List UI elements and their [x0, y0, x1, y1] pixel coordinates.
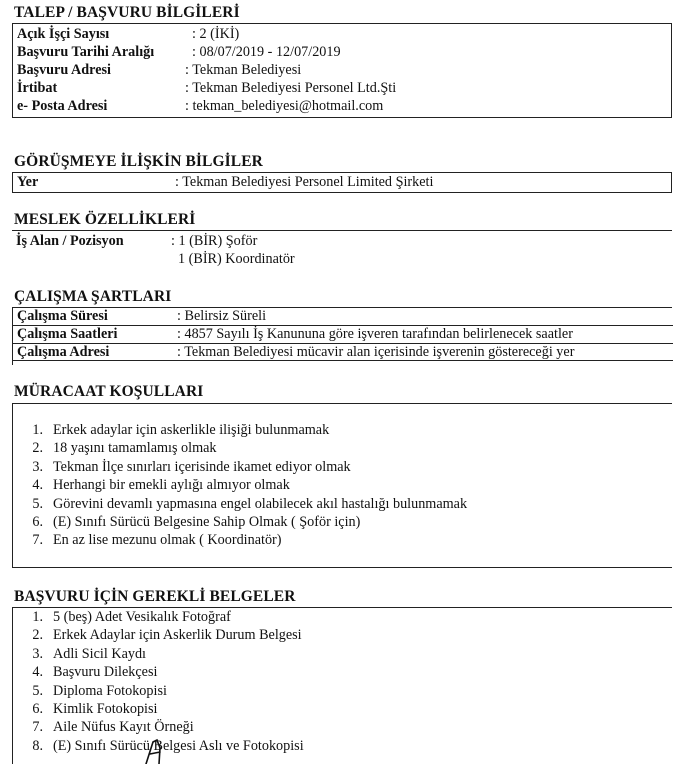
field-value: : Tekman Belediyesi [185, 62, 302, 78]
muracaat-box [12, 403, 672, 568]
field-value: : 4857 Sayılı İş Kanununa göre işveren tarafından belirlenecek saatler [177, 326, 573, 342]
field-label: Açık İşçi Sayısı [17, 26, 110, 42]
handwritten-mark [140, 738, 170, 764]
calisma-box [12, 307, 672, 365]
field-label: Çalışma Süresi [17, 308, 108, 324]
field-label: Yer [17, 174, 39, 190]
belgeler-box [12, 607, 672, 764]
field-value: : Tekman Belediyesi mücavir alan içerisinde işverenin göstereceği yer [177, 344, 575, 360]
field-value: : Tekman Belediyesi Personel Ltd.Şti [185, 80, 397, 96]
list-item: 4. Başvuru Dilekçesi [32, 664, 158, 680]
field-label: Başvuru Adresi [17, 62, 111, 78]
section-title-meslek: MESLEK ÖZELLİKLERİ [14, 211, 196, 228]
list-item: 8. (E) Sınıfı Sürücü Belgesi Aslı ve Fotokopisi [32, 738, 304, 754]
section-title-muracaat: MÜRACAAT KOŞULLARI [14, 383, 204, 400]
field-value: : Tekman Belediyesi Personel Limited Şirketi [175, 174, 434, 190]
field-label: Çalışma Adresi [17, 344, 110, 360]
list-item: 5. Görevini devamlı yapmasına engel olabilecek akıl hastalığı bulunmamak [32, 496, 468, 512]
field-label: Çalışma Saatleri [17, 326, 118, 342]
list-item: 3. Adli Sicil Kaydı [32, 646, 147, 662]
meslek-row-pozisyon-2 [178, 251, 295, 268]
field-value: : 08/07/2019 - 12/07/2019 [192, 44, 341, 60]
field-value: : tekman_belediyesi@hotmail.com [185, 98, 384, 114]
field-value: : 2 (İKİ) [192, 26, 240, 42]
field-value-1: : 1 (BİR) Şoför [171, 233, 258, 249]
talep-box [12, 23, 672, 118]
list-item: 3. Tekman İlçe sınırları içerisinde ikamet ediyor olmak [32, 459, 351, 475]
list-item: 2. Erkek Adaylar için Askerlik Durum Belgesi [32, 627, 302, 643]
list-item: 6. Kimlik Fotokopisi [32, 701, 158, 717]
gorusme-box [12, 172, 672, 193]
list-item: 1. 5 (beş) Adet Vesikalık Fotoğraf [32, 609, 231, 625]
list-item: 1. Erkek adaylar için askerlikle ilişiği bulunmamak [32, 422, 330, 438]
list-item: 7. En az lise mezunu olmak ( Koordinatör) [32, 532, 282, 548]
field-label: e- Posta Adresi [17, 98, 108, 114]
list-item: 2. 18 yaşını tamamlamış olmak [32, 440, 217, 456]
section-title-talep: TALEP / BAŞVURU BİLGİLERİ [14, 4, 240, 21]
field-label: İş Alan / Pozisyon [16, 233, 124, 249]
field-label: İrtibat [17, 80, 58, 96]
list-item: 6. (E) Sınıfı Sürücü Belgesine Sahip Olmak ( Şoför için) [32, 514, 361, 530]
field-value: : Belirsiz Süreli [177, 308, 267, 324]
list-item: 4. Herhangi bir emekli aylığı almıyor olmak [32, 477, 290, 493]
section-title-gorusme: GÖRÜŞMEYE İLİŞKİN BİLGİLER [14, 153, 263, 170]
list-item: 5. Diploma Fotokopisi [32, 683, 167, 699]
meslek-underline [12, 230, 672, 231]
section-title-calisma: ÇALIŞMA ŞARTLARI [14, 288, 172, 305]
list-item: 7. Aile Nüfus Kayıt Örneği [32, 719, 194, 735]
field-value-2: 1 (BİR) Koordinatör [178, 251, 295, 267]
field-label: Başvuru Tarihi Aralığı [17, 44, 155, 60]
section-title-belgeler: BAŞVURU İÇİN GEREKLİ BELGELER [14, 588, 296, 605]
